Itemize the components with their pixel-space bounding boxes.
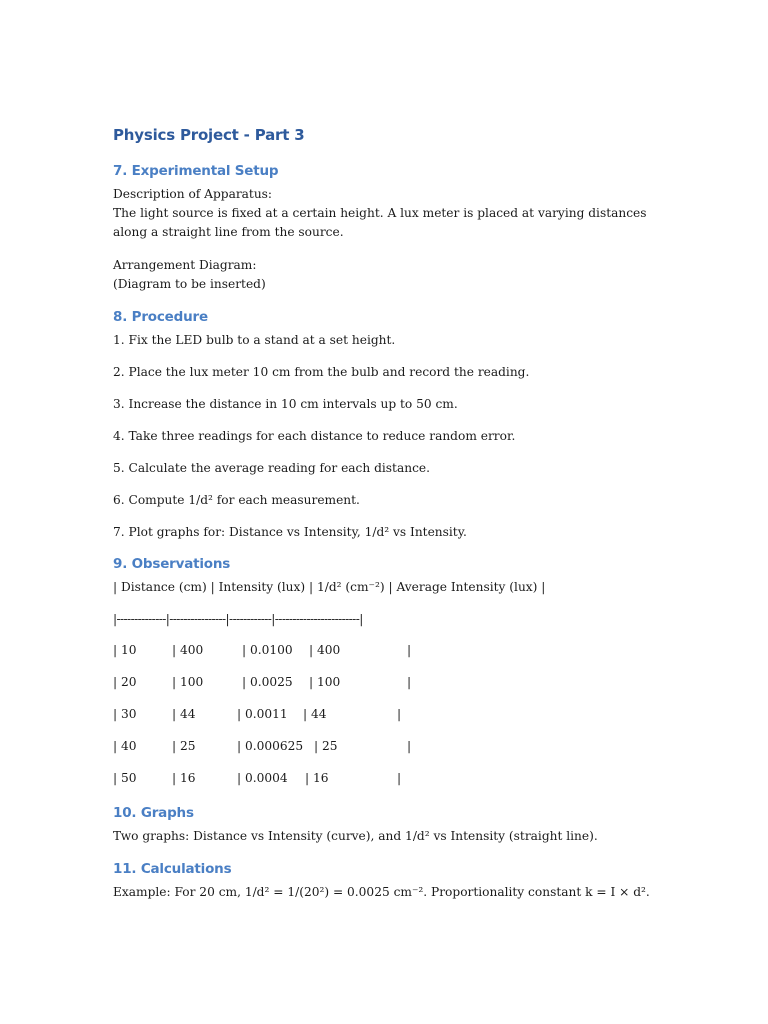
- graphs-heading: 10. Graphs: [113, 805, 194, 821]
- procedure-step: 3. Increase the distance in 10 cm intervals up to 50 cm.: [113, 397, 458, 411]
- calculations-text: Example: For 20 cm, 1/d² = 1/(20²) = 0.0025 cm⁻². Proportionality constant k = I × d².: [113, 885, 650, 899]
- procedure-step: 7. Plot graphs for: Distance vs Intensity, 1/d² vs Intensity.: [113, 525, 467, 539]
- procedure-step: 4. Take three readings for each distance to reduce random error.: [113, 429, 516, 443]
- table-row: [113, 739, 673, 757]
- table-cell-end: |: [407, 739, 412, 753]
- table-cell-inverse-square: | 0.0011: [237, 707, 288, 721]
- table-cell-inverse-square: | 0.000625: [237, 739, 304, 753]
- setup-heading: 7. Experimental Setup: [113, 163, 279, 179]
- table-cell-intensity: | 44: [172, 707, 196, 721]
- table-cell-distance: | 50: [113, 771, 137, 785]
- table-cell-average: | 400: [309, 643, 341, 657]
- table-cell-distance: | 20: [113, 675, 137, 689]
- table-row: [113, 675, 673, 693]
- table-row: [113, 771, 673, 789]
- table-cell-inverse-square: | 0.0004: [237, 771, 288, 785]
- table-cell-intensity: | 400: [172, 643, 204, 657]
- table-cell-end: |: [397, 707, 402, 721]
- table-cell-average: | 100: [309, 675, 341, 689]
- table-cell-end: |: [407, 643, 412, 657]
- table-row: [113, 643, 673, 661]
- table-cell-distance: | 40: [113, 739, 137, 753]
- table-cell-distance: | 10: [113, 643, 137, 657]
- table-separator-row: |--------------|----------------|------------|------------------------|: [113, 612, 363, 626]
- table-cell-average: | 25: [314, 739, 338, 753]
- procedure-step: 2. Place the lux meter 10 cm from the bulb and record the reading.: [113, 365, 530, 379]
- diagram-label: Arrangement Diagram:: [113, 258, 257, 272]
- table-cell-average: | 16: [305, 771, 329, 785]
- table-cell-intensity: | 25: [172, 739, 196, 753]
- document-title: Physics Project - Part 3: [113, 126, 305, 144]
- table-cell-inverse-square: | 0.0100: [242, 643, 293, 657]
- table-cell-end: |: [407, 675, 412, 689]
- apparatus-text: The light source is fixed at a certain height. A lux meter is placed at varying distances along a straight line from the source.: [113, 206, 647, 239]
- table-cell-end: |: [397, 771, 402, 785]
- table-row: [113, 707, 673, 725]
- procedure-step: 5. Calculate the average reading for each distance.: [113, 461, 430, 475]
- procedure-step: 6. Compute 1/d² for each measurement.: [113, 493, 360, 507]
- apparatus-label: Description of Apparatus:: [113, 187, 273, 201]
- procedure-heading: 8. Procedure: [113, 309, 208, 325]
- observations-heading: 9. Observations: [113, 556, 231, 572]
- table-cell-intensity: | 16: [172, 771, 196, 785]
- table-cell-average: | 44: [303, 707, 327, 721]
- table-cell-inverse-square: | 0.0025: [242, 675, 293, 689]
- table-cell-intensity: | 100: [172, 675, 204, 689]
- table-cell-distance: | 30: [113, 707, 137, 721]
- procedure-step: 1. Fix the LED bulb to a stand at a set height.: [113, 333, 396, 347]
- table-header-row: | Distance (cm) | Intensity (lux) | 1/d² (cm⁻²) | Average Intensity (lux) |: [113, 580, 546, 594]
- calculations-heading: 11. Calculations: [113, 861, 232, 877]
- diagram-placeholder: (Diagram to be inserted): [113, 277, 266, 291]
- graphs-text: Two graphs: Distance vs Intensity (curve), and 1/d² vs Intensity (straight line).: [113, 829, 598, 843]
